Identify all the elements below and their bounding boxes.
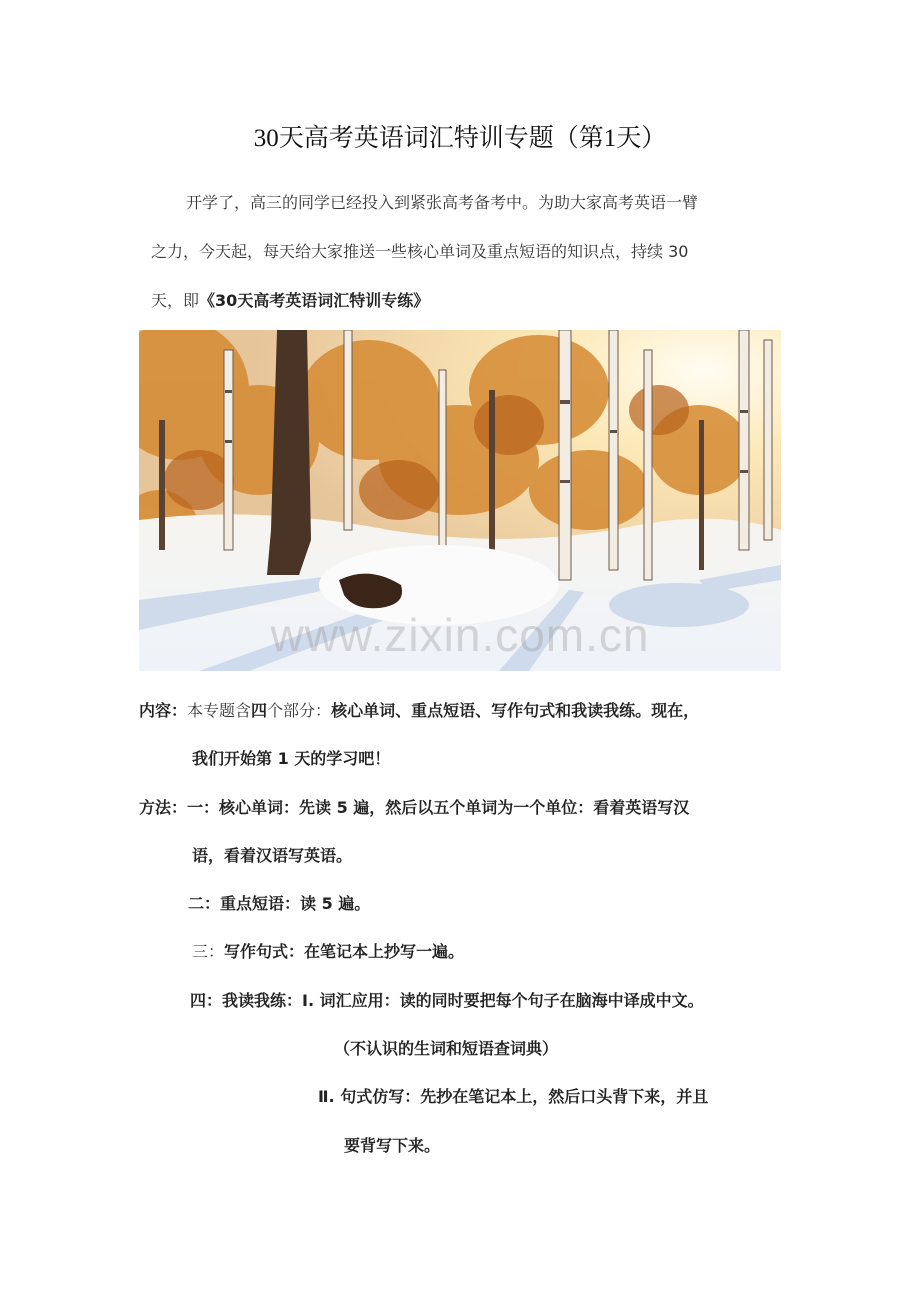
method-step-three-num: 三： bbox=[192, 942, 225, 961]
watermark-text: www.zixin.com.cn bbox=[270, 609, 650, 661]
content-line-1 bbox=[139, 698, 699, 721]
content-line-2: 我们开始第 1 天的学习吧！ bbox=[192, 749, 391, 768]
method-step-three bbox=[192, 939, 464, 962]
method-step-one: 一：核心单词：先读 5 遍，然后以五个单词为一个单位：看着英语写汉 bbox=[187, 798, 690, 817]
intro-line-3 bbox=[151, 288, 429, 311]
intro-line-1: 开学了，高三的同学已经投入到紧张高考备考中。为助大家高考英语一臂 bbox=[186, 193, 699, 212]
content-text-2: 个部分： bbox=[267, 701, 332, 720]
series-title: 《30天高考英语词汇特训专练》 bbox=[199, 291, 430, 310]
method-step-four-ii: Ⅱ. 句式仿写：先抄在笔记本上，然后口头背下来，并且 bbox=[318, 1087, 709, 1106]
content-bold-2: 核心单词、重点短语、写作句式和我读我练。现在， bbox=[331, 701, 700, 720]
intro-line-3-prefix: 天，即 bbox=[151, 291, 200, 310]
document-title: 30天高考英语词汇特训专题（第1天） bbox=[253, 125, 667, 152]
snowy-birch-forest-photo bbox=[139, 330, 781, 671]
content-bold-1: 四 bbox=[251, 701, 268, 720]
method-label: 方法： bbox=[139, 798, 188, 817]
method-step-two: 二：重点短语：读 5 遍。 bbox=[188, 894, 371, 913]
method-step-four-note: （不认识的生词和短语查词典） bbox=[334, 1039, 559, 1058]
content-label: 内容： bbox=[139, 701, 188, 720]
intro-line-2: 之力，今天起，每天给大家推送一些核心单词及重点短语的知识点，持续 30 bbox=[151, 242, 689, 261]
method-step-four: 四：我读我练：Ⅰ. 词汇应用：读的同时要把每个句子在脑海中译成中文。 bbox=[190, 991, 704, 1010]
method-step-one-cont: 语，看着汉语写英语。 bbox=[192, 846, 353, 865]
content-text-1: 本专题含 bbox=[187, 701, 252, 720]
method-step-three-text: 写作句式：在笔记本上抄写一遍。 bbox=[224, 942, 465, 961]
method-line-1 bbox=[139, 795, 689, 818]
method-step-four-ii-cont: 要背写下来。 bbox=[344, 1136, 441, 1155]
